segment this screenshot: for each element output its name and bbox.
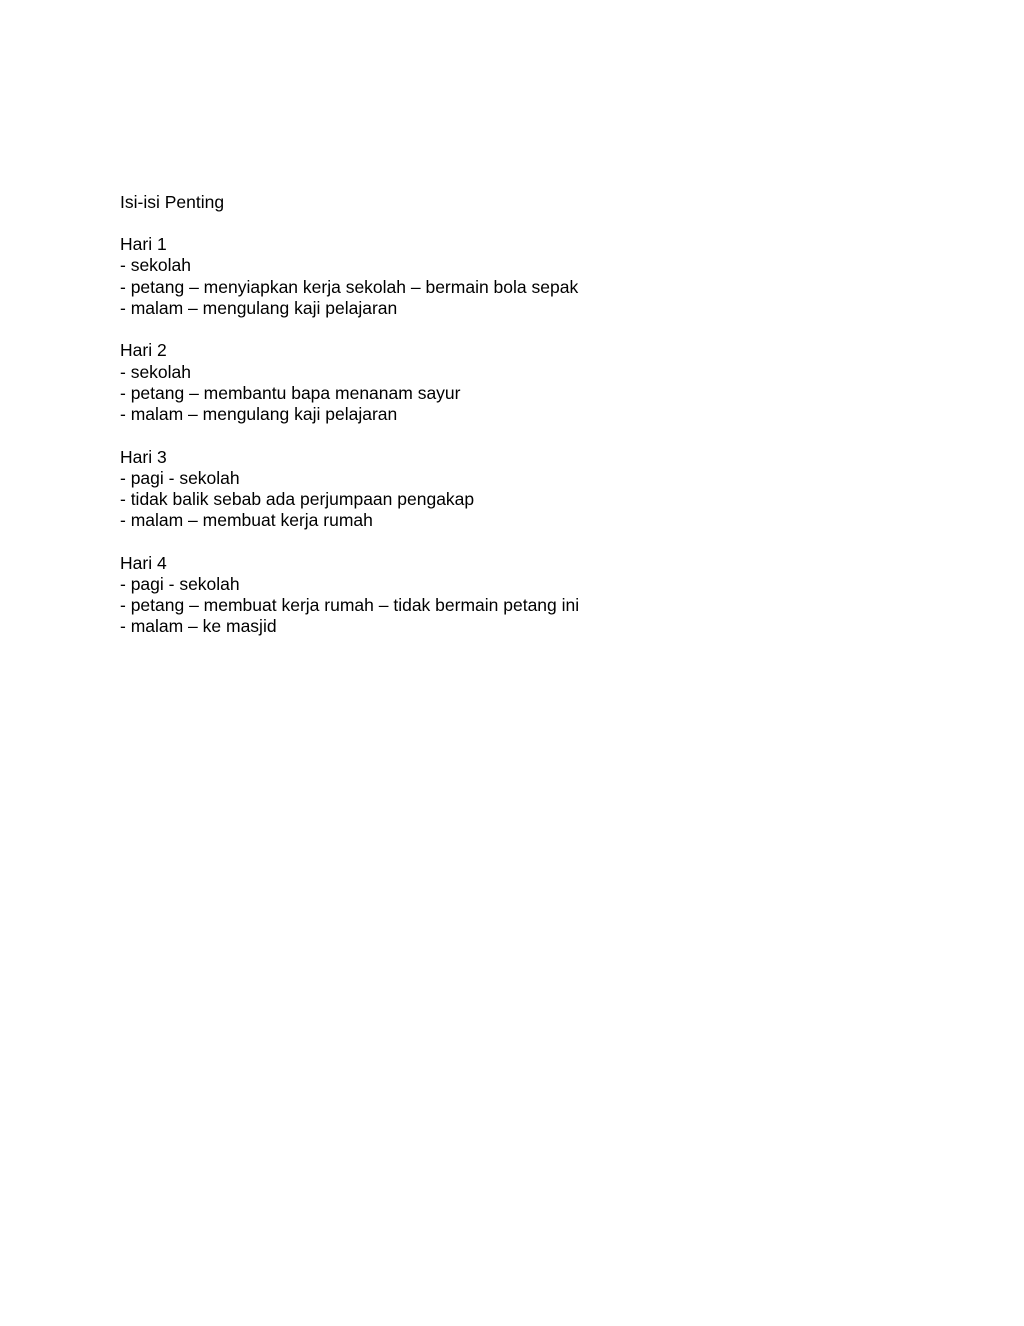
activity-item: - malam – membuat kerja rumah [120,510,373,531]
activity-list [120,255,900,319]
day-section-1 [120,234,900,319]
activity-item: - sekolah [120,361,192,382]
day-heading: Hari 1 [120,234,167,255]
activity-item: - malam – mengulang kaji pelajaran [120,404,398,425]
activity-item: - pagi - sekolah [120,467,240,488]
document-page [120,192,900,659]
activity-item: - tidak balik sebab ada perjumpaan pengakap [120,489,475,510]
activity-list [120,468,900,532]
day-section-2 [120,340,900,425]
activity-item: - sekolah [120,255,192,276]
day-heading: Hari 2 [120,340,167,361]
activity-item: - petang – membantu bapa menanam sayur [120,382,461,403]
day-section-3 [120,447,900,532]
day-section-4 [120,553,900,638]
activity-item: - malam – ke masjid [120,616,277,637]
day-heading: Hari 4 [120,552,167,573]
activity-list [120,362,900,426]
document-title: Isi-isi Penting [120,192,225,212]
activity-item: - petang – membuat kerja rumah – tidak bermain petang ini [120,595,580,616]
activity-item: - malam – mengulang kaji pelajaran [120,297,398,318]
activity-list [120,574,900,638]
day-heading: Hari 3 [120,446,167,467]
activity-item: - pagi - sekolah [120,574,240,595]
activity-item: - petang – menyiapkan kerja sekolah – bermain bola sepak [120,276,579,297]
